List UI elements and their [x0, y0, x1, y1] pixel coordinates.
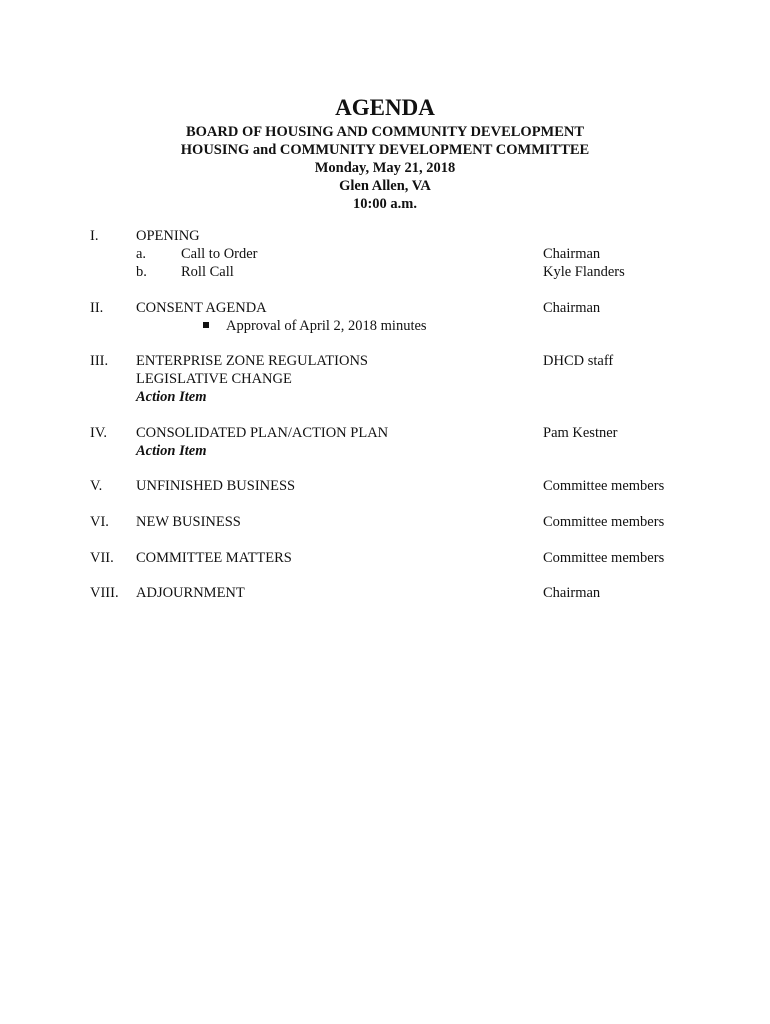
- item-title-continued: LEGISLATIVE CHANGE: [136, 371, 292, 387]
- presenter-name: Chairman: [543, 585, 601, 601]
- meeting-date: Monday, May 21, 2018: [314, 160, 456, 176]
- item-number: VI.: [90, 514, 109, 530]
- item-number: VIII.: [90, 585, 119, 601]
- item-title: ADJOURNMENT: [136, 585, 245, 601]
- presenter-name: DHCD staff: [543, 353, 614, 369]
- item-title: OPENING: [136, 228, 200, 244]
- item-title: UNFINISHED BUSINESS: [136, 478, 296, 494]
- item-body: [136, 584, 245, 602]
- committee-name: HOUSING and COMMUNITY DEVELOPMENT COMMITTEE: [180, 142, 590, 158]
- item-body: [136, 227, 258, 281]
- square-bullet-icon: [203, 322, 209, 328]
- sub-item-letter: a.: [136, 246, 147, 262]
- sub-item-label: Call to Order: [181, 246, 258, 262]
- presenter-name: Committee members: [543, 478, 665, 494]
- sub-item-roll-call: [136, 263, 234, 281]
- agenda-header: [0, 94, 770, 213]
- item-body: [136, 299, 267, 317]
- presenter-name: Committee members: [543, 550, 665, 566]
- item-number: VII.: [90, 550, 114, 566]
- item-number: V.: [90, 478, 103, 494]
- item-body: [136, 424, 388, 460]
- bullet-text: Approval of April 2, 2018 minutes: [226, 318, 427, 334]
- sub-item-call-to-order: [136, 245, 258, 263]
- item-body: [136, 477, 295, 495]
- item-title: ENTERPRISE ZONE REGULATIONS: [136, 353, 368, 369]
- presenter-name: Chairman: [543, 300, 601, 316]
- sub-item-letter: b.: [136, 264, 147, 280]
- presenter-name: Pam Kestner: [543, 425, 618, 441]
- item-body: [136, 549, 292, 567]
- item-number: I.: [90, 228, 99, 244]
- item-title: NEW BUSINESS: [136, 514, 241, 530]
- item-title: CONSOLIDATED PLAN/ACTION PLAN: [136, 425, 389, 441]
- item-title: COMMITTEE MATTERS: [136, 550, 292, 566]
- bullet-item: [136, 317, 536, 335]
- item-presenters: [543, 245, 625, 281]
- meeting-time: 10:00 a.m.: [352, 196, 418, 212]
- presenter-name: Kyle Flanders: [543, 264, 625, 280]
- item-number: III.: [90, 353, 109, 369]
- item-body: [136, 352, 368, 406]
- item-title: CONSENT AGENDA: [136, 300, 267, 316]
- meeting-location: Glen Allen, VA: [339, 178, 431, 194]
- item-body: [136, 513, 241, 531]
- sub-item-label: Roll Call: [181, 264, 234, 280]
- action-item-label: Action Item: [136, 389, 207, 405]
- presenter-name: Committee members: [543, 514, 665, 530]
- action-item-label: Action Item: [136, 443, 207, 459]
- board-name: BOARD OF HOUSING AND COMMUNITY DEVELOPMENT: [185, 124, 585, 140]
- presenter-name: Chairman: [543, 246, 601, 262]
- page-title: AGENDA: [335, 95, 435, 120]
- item-number: II.: [90, 300, 104, 316]
- item-number: IV.: [90, 425, 108, 441]
